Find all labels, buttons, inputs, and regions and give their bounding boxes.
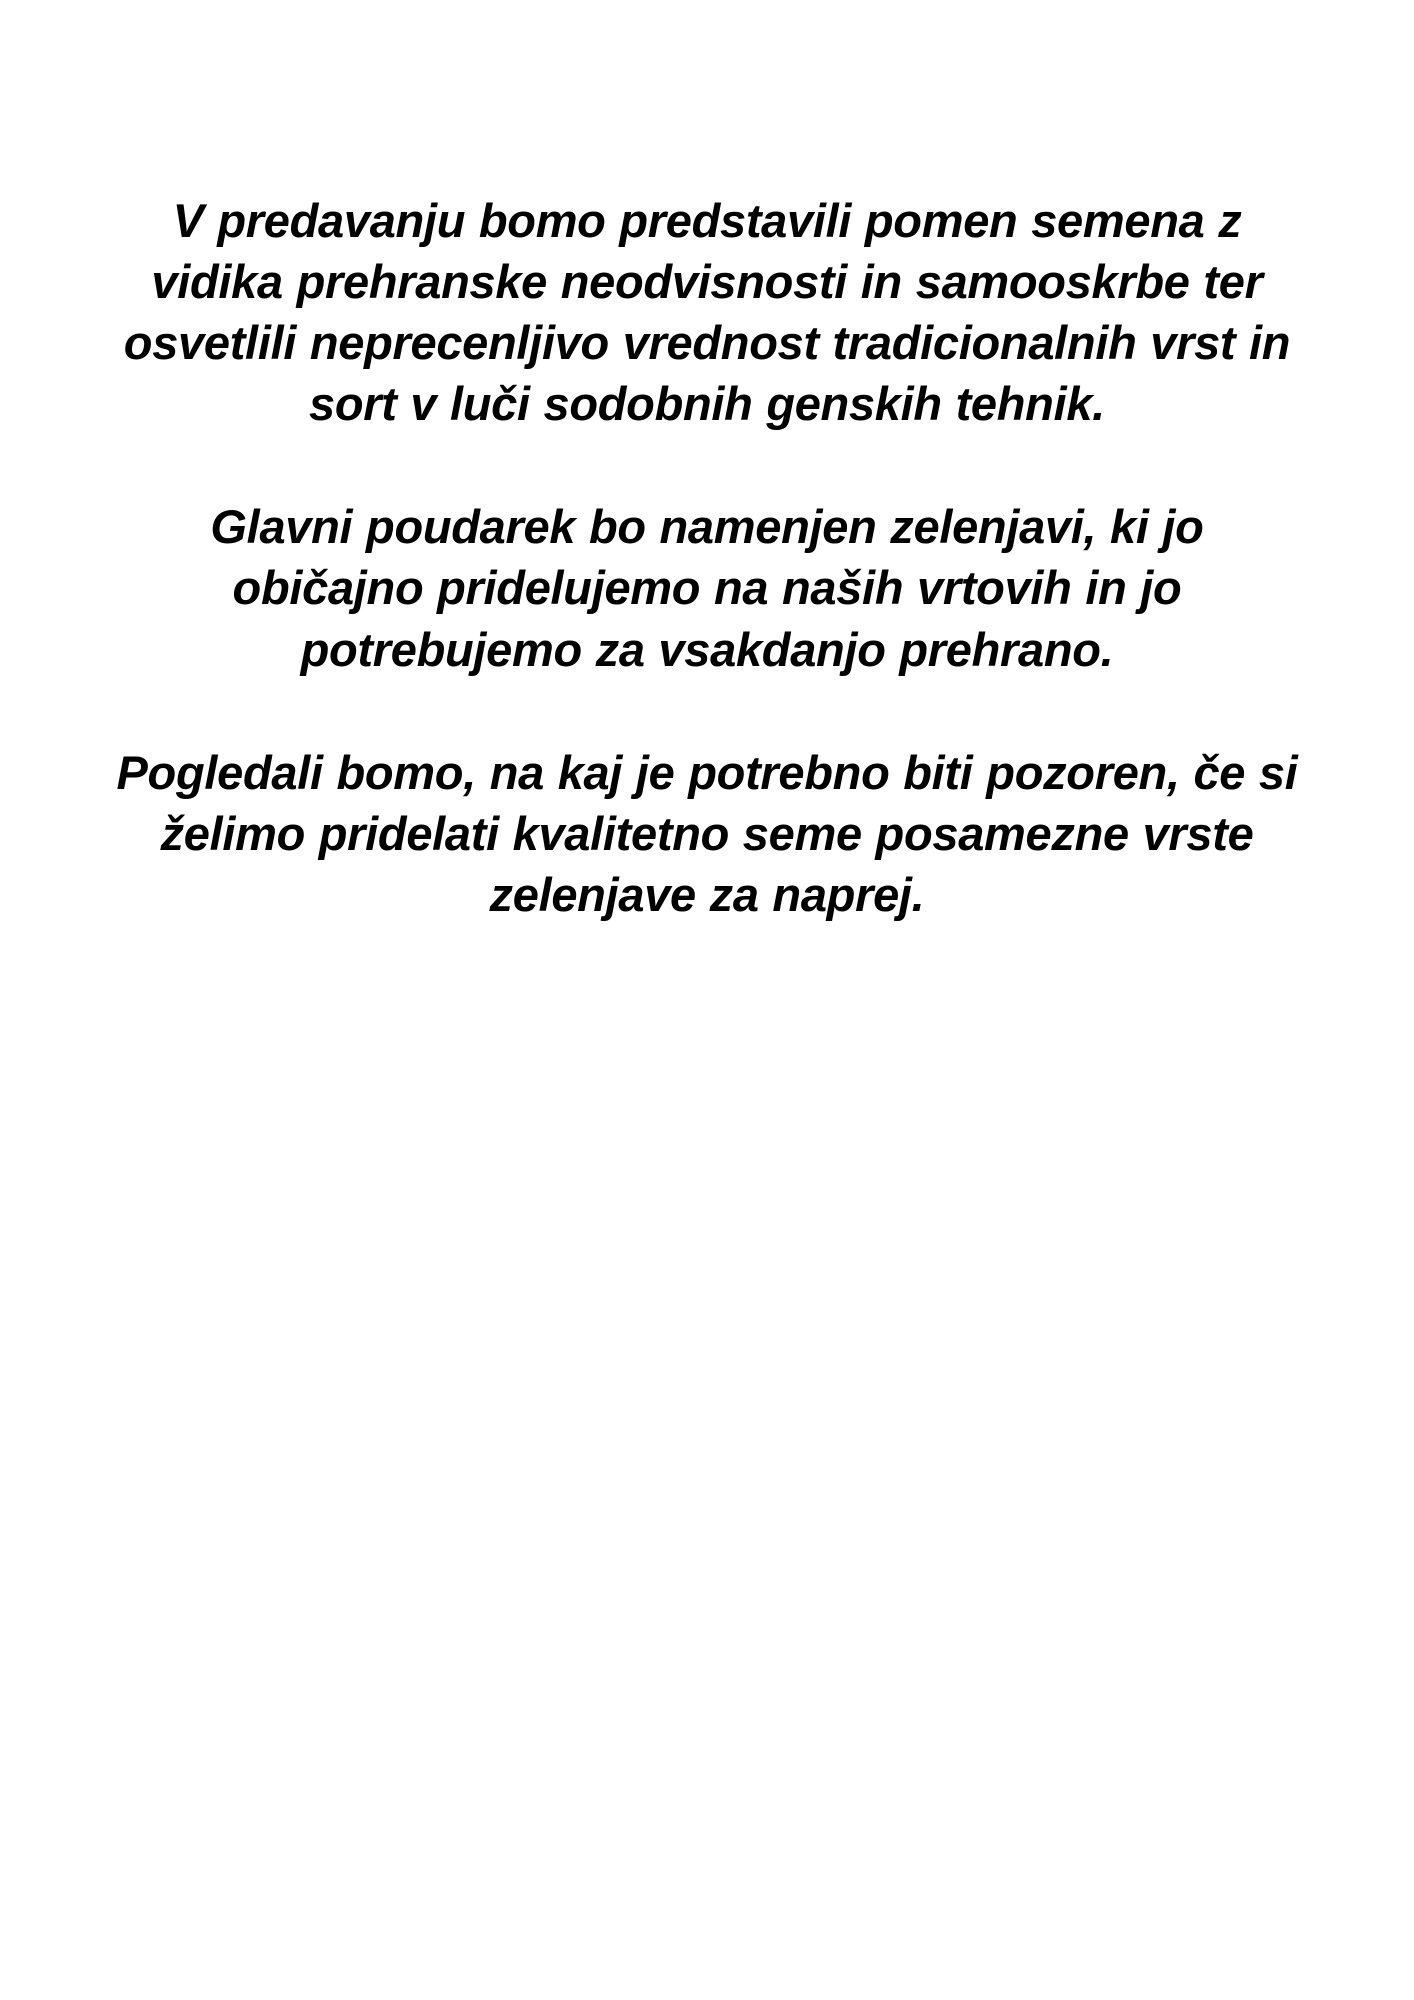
paragraph-focus: Glavni poudarek bo namenjen zelenjavi, ki jo običajno pridelujemo na naših vrtovih in jo potrebujemo za vsakdanjo prehrano. — [210, 500, 1204, 676]
paragraph-spacer — [85, 680, 1329, 742]
paragraph-outlook: Pogledali bomo, na kaj je potrebno biti pozoren, če si želimo pridelati kvalitetno seme posamezne vrste zelenjave za naprej. — [116, 745, 1298, 921]
paragraph-spacer — [85, 434, 1329, 496]
document-body — [85, 190, 1329, 925]
paragraph-intro: V predavanju bomo predstavili pomen semena z vidika prehranske neodvisnosti in samooskrbe ter osvetlili neprecenljivo vrednost tradicionalnih vrst in sort v luči sodobnih genskih tehnik. — [123, 194, 1291, 431]
